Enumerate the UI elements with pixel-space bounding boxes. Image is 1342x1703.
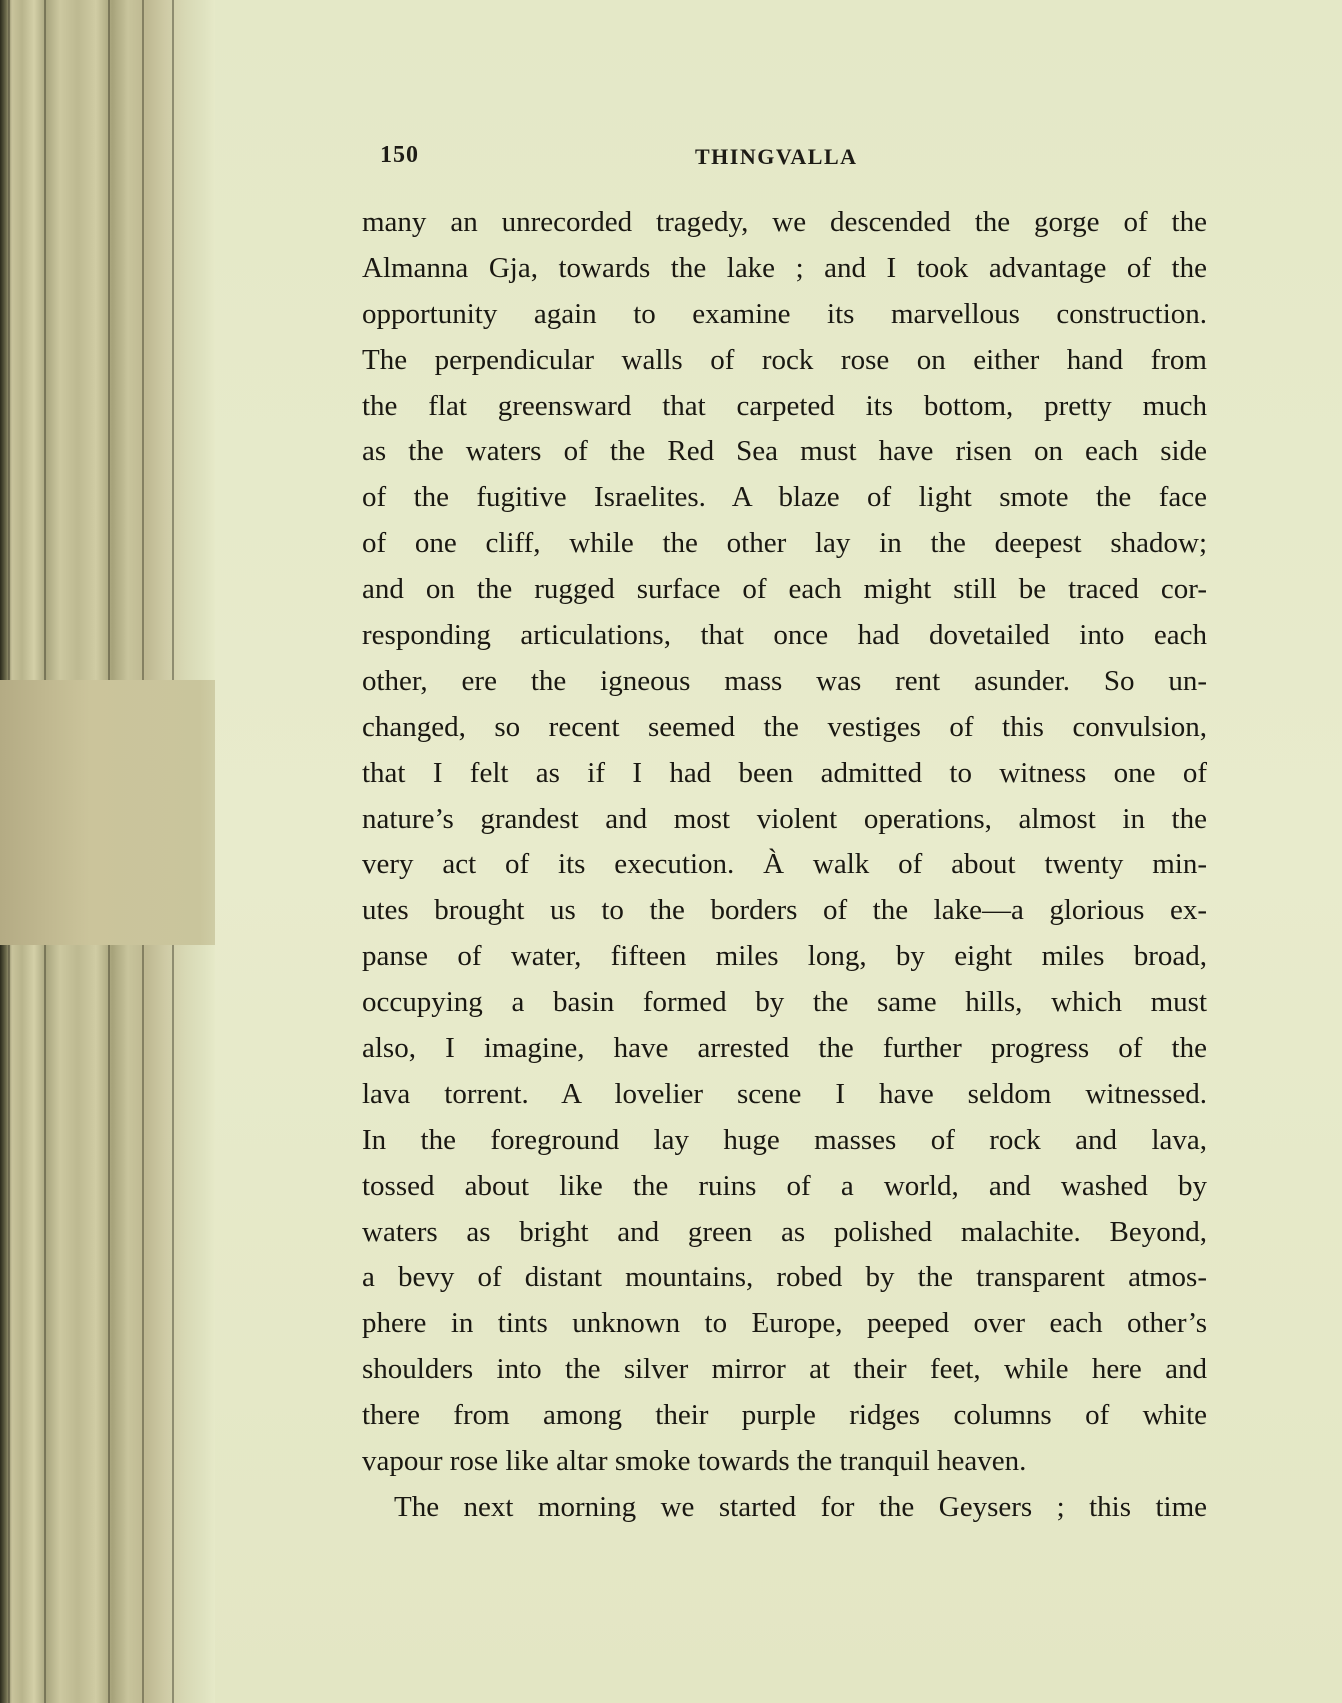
text-line: The perpendicular walls of rock rose on either hand from bbox=[362, 343, 1207, 376]
text-line: responding articulations, that once had dovetailed into each bbox=[362, 619, 1207, 652]
text-line: there from among their purple ridges columns of white bbox=[362, 1399, 1207, 1432]
text-line: also, I imagine, have arrested the further progress of the bbox=[362, 1032, 1207, 1065]
text-line: utes brought us to the borders of the lake—a glorious ex- bbox=[362, 894, 1207, 927]
text-line: phere in tints unknown to Europe, peeped over each other’s bbox=[362, 1307, 1207, 1340]
text-line: of the fugitive Israelites. A blaze of light smote the face bbox=[362, 481, 1207, 514]
text-line: and on the rugged surface of each might still be traced cor- bbox=[362, 573, 1207, 606]
text-line: vapour rose like altar smoke towards the tranquil heaven. bbox=[362, 1445, 1027, 1478]
text-line: very act of its execution. À walk of about twenty min- bbox=[362, 848, 1207, 881]
body-text bbox=[362, 200, 1207, 1531]
text-line: that I felt as if I had been admitted to witness one of bbox=[362, 756, 1207, 789]
text-line: changed, so recent seemed the vestiges of this convulsion, bbox=[362, 710, 1207, 743]
text-line: lava torrent. A lovelier scene I have seldom witnessed. bbox=[362, 1077, 1207, 1110]
text-line: waters as bright and green as polished malachite. Beyond, bbox=[362, 1215, 1207, 1248]
text-line: tossed about like the ruins of a world, and washed by bbox=[362, 1169, 1207, 1202]
text-line: the flat greensward that carpeted its bottom, pretty much bbox=[362, 389, 1207, 422]
text-line: In the foreground lay huge masses of rock and lava, bbox=[362, 1123, 1207, 1156]
text-line: Almanna Gja, towards the lake ; and I took advantage of the bbox=[362, 251, 1207, 284]
text-line: panse of water, fifteen miles long, by eight miles broad, bbox=[362, 940, 1207, 973]
text-line: a bevy of distant mountains, robed by the transparent atmos- bbox=[362, 1261, 1207, 1294]
text-line: The next morning we started for the Geysers ; this time bbox=[394, 1490, 1207, 1523]
page-edges bbox=[0, 0, 215, 1703]
text-line: as the waters of the Red Sea must have risen on each side bbox=[362, 435, 1207, 468]
running-title: THINGVALLA bbox=[695, 144, 858, 169]
text-line: shoulders into the silver mirror at their feet, while here and bbox=[362, 1353, 1207, 1386]
text-line: many an unrecorded tragedy, we descended the gorge of the bbox=[362, 206, 1207, 238]
running-head bbox=[380, 142, 1210, 178]
text-line: of one cliff, while the other lay in the deepest shadow; bbox=[362, 527, 1207, 560]
text-line: opportunity again to examine its marvellous construction. bbox=[362, 297, 1207, 330]
text-line: other, ere the igneous mass was rent asunder. So un- bbox=[362, 664, 1207, 697]
text-line: occupying a basin formed by the same hills, which must bbox=[362, 986, 1207, 1019]
text-line: nature’s grandest and most violent operations, almost in the bbox=[362, 802, 1207, 835]
page-number: 150 bbox=[380, 142, 419, 168]
